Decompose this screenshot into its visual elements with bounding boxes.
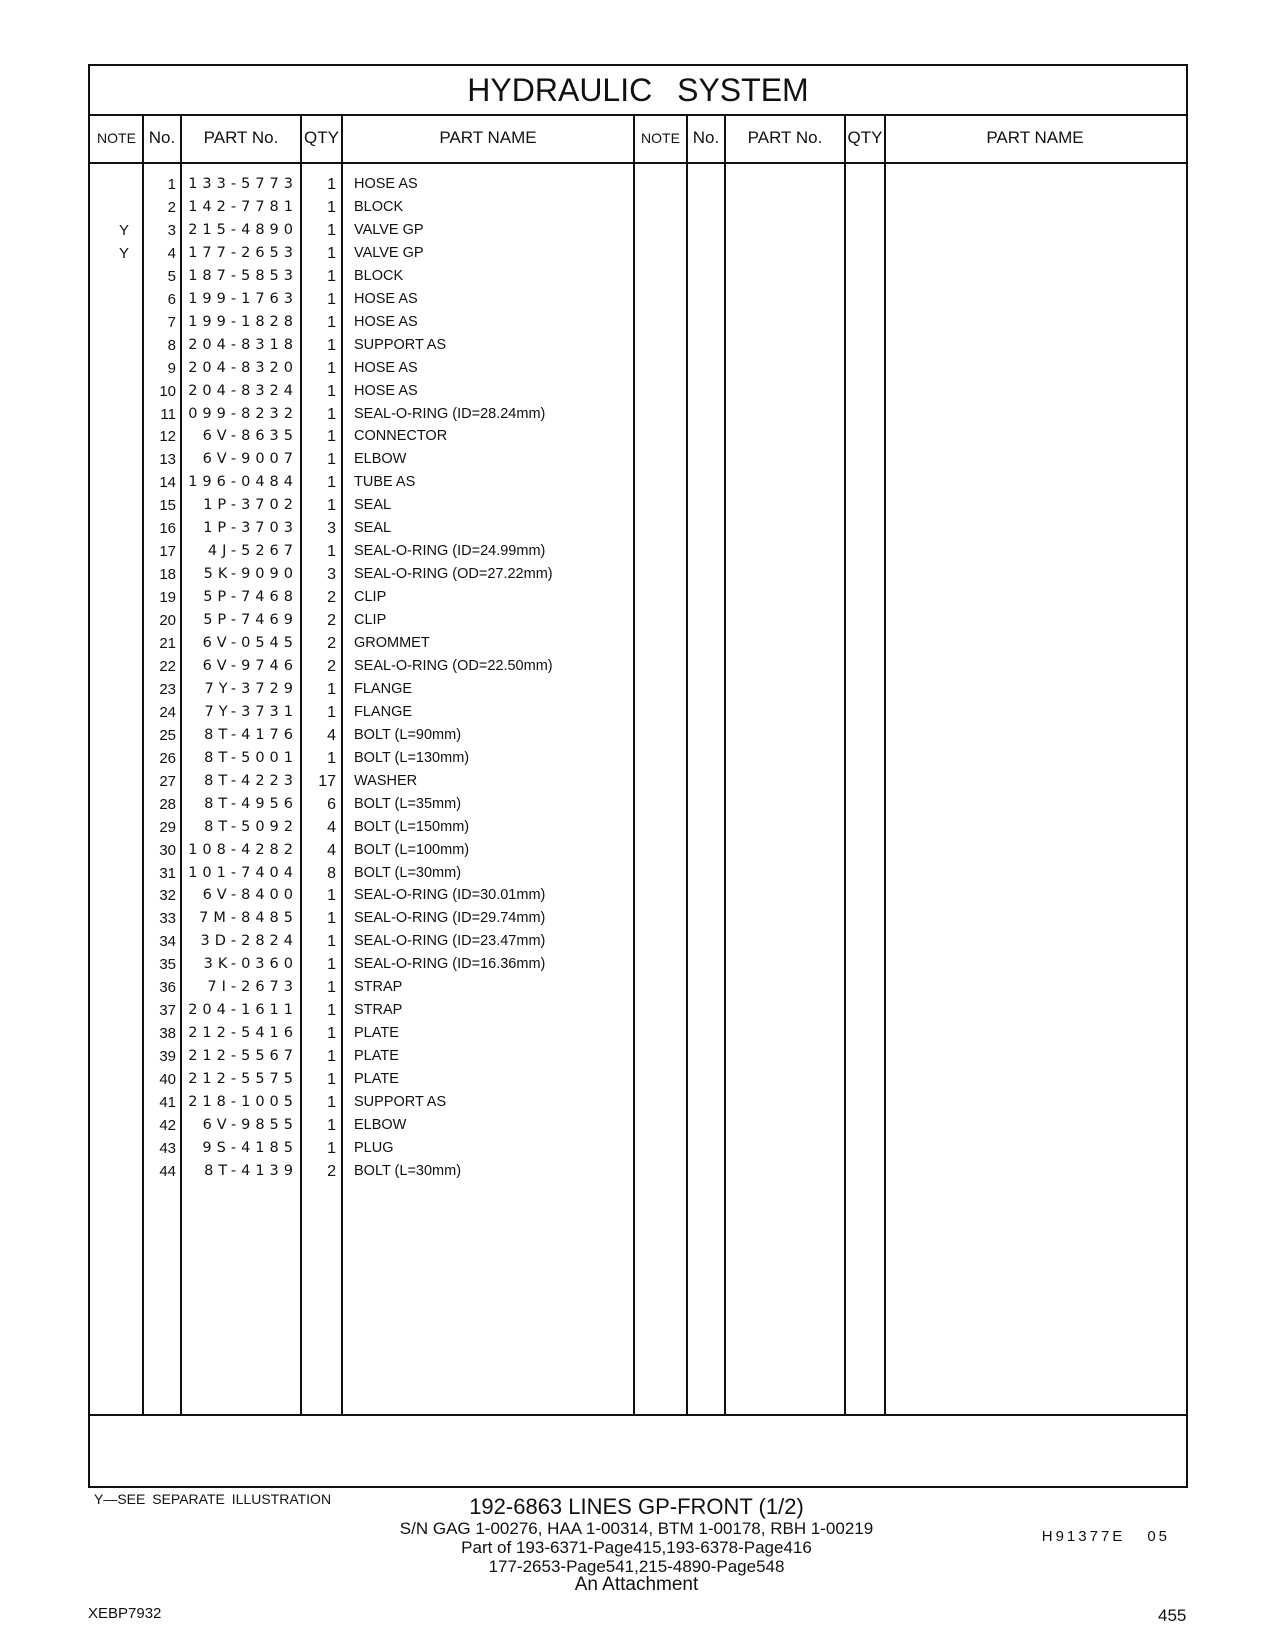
row-number: 9 <box>167 359 176 377</box>
row-quantity: 1 <box>327 749 336 767</box>
row-quantity: 1 <box>327 221 336 239</box>
row-part-name: BLOCK <box>354 267 404 284</box>
row-quantity: 1 <box>327 290 336 308</box>
header-no: No. <box>148 128 176 147</box>
row-part-name: SEAL-O-RING (ID=23.47mm) <box>354 933 546 950</box>
row-number: 13 <box>159 451 176 469</box>
header-part-no: PART No. <box>203 128 279 147</box>
table-row <box>90 268 650 291</box>
row-number: 35 <box>159 956 176 974</box>
table-row <box>90 1025 650 1048</box>
table-row <box>90 566 650 589</box>
row-part-number: 196-0484 <box>188 474 298 491</box>
row-number: 3 <box>167 221 176 239</box>
caption-line-1: 192-6863 LINES GP-FRONT (1/2) <box>469 1494 804 1519</box>
table-row <box>90 842 650 865</box>
row-quantity: 17 <box>318 772 336 790</box>
code-suffix: 05 <box>1147 1528 1170 1545</box>
column-divider <box>884 114 886 1414</box>
row-part-number: 8T-4139 <box>204 1162 298 1179</box>
page-title: HYDRAULIC SYSTEM <box>90 66 1186 116</box>
row-part-name: VALVE GP <box>354 244 424 261</box>
table-row <box>90 1163 650 1186</box>
row-part-name: BLOCK <box>354 198 404 215</box>
row-number: 22 <box>159 657 176 675</box>
header-part-no-right: PART No. <box>747 128 823 147</box>
row-part-number: 6V-8400 <box>202 887 298 904</box>
row-number: 24 <box>159 703 176 721</box>
row-quantity: 1 <box>327 1025 336 1043</box>
code-text: H91377E <box>1041 1528 1126 1545</box>
row-part-number: 5P-7469 <box>203 612 298 629</box>
caption-line-2: S/N GAG 1-00276, HAA 1-00314, BTM 1-00178, RBH 1-00219 <box>399 1519 874 1538</box>
row-quantity: 1 <box>327 405 336 423</box>
row-part-number: 5P-7468 <box>203 589 298 606</box>
table-row <box>90 1048 650 1071</box>
row-part-name: FLANGE <box>354 703 413 720</box>
row-part-number: 099-8232 <box>188 405 298 422</box>
row-quantity: 1 <box>327 336 336 354</box>
row-part-name: PLATE <box>354 1048 399 1065</box>
row-quantity: 1 <box>327 979 336 997</box>
row-part-number: 204-1611 <box>188 1002 298 1019</box>
table-row <box>90 1117 650 1140</box>
row-quantity: 1 <box>327 1071 336 1089</box>
row-quantity: 1 <box>327 1116 336 1134</box>
row-part-number: 6V-9746 <box>202 657 298 674</box>
table-row <box>90 314 650 337</box>
row-part-name: PLUG <box>354 1139 394 1156</box>
row-quantity: 1 <box>327 359 336 377</box>
row-quantity: 2 <box>327 635 336 652</box>
row-part-number: 1P-3703 <box>203 520 298 537</box>
row-part-number: 199-1763 <box>188 290 298 307</box>
table-row <box>90 796 650 819</box>
row-quantity: 1 <box>327 267 336 285</box>
row-part-name: BOLT (L=30mm) <box>354 1162 462 1179</box>
row-part-name: SEAL-O-RING (OD=27.22mm) <box>354 566 553 583</box>
row-number: 1 <box>167 176 176 193</box>
row-part-number: 8T-5092 <box>204 818 298 835</box>
row-number: 42 <box>159 1116 176 1134</box>
row-part-name: PLATE <box>354 1071 399 1088</box>
row-number: 32 <box>159 887 176 905</box>
row-part-name: SEAL <box>354 520 392 537</box>
row-part-name: BOLT (L=35mm) <box>354 795 462 812</box>
row-quantity: 2 <box>327 589 336 607</box>
page-number: 455 <box>1158 1606 1187 1625</box>
table-bottom-rule <box>90 1414 1186 1416</box>
table-row <box>90 474 650 497</box>
row-quantity: 1 <box>327 176 336 193</box>
row-part-number: 6V-8635 <box>202 428 298 445</box>
row-number: 16 <box>159 520 176 538</box>
row-quantity: 2 <box>327 1162 336 1180</box>
row-number: 21 <box>159 635 176 652</box>
row-part-number: 7M-8485 <box>199 910 298 927</box>
row-part-name: BOLT (L=90mm) <box>354 726 462 743</box>
header-note-right: NOTE <box>641 130 680 146</box>
row-part-name: BOLT (L=100mm) <box>354 841 470 858</box>
table-row <box>90 887 650 910</box>
row-quantity: 1 <box>327 451 336 469</box>
row-number: 38 <box>159 1025 176 1043</box>
table-row <box>90 865 650 888</box>
table-row <box>90 222 650 245</box>
row-number: 30 <box>159 841 176 859</box>
row-part-number: 6V-0545 <box>202 635 298 651</box>
row-part-number: 6V-9855 <box>202 1116 298 1133</box>
row-part-number: 9S-4185 <box>202 1139 298 1156</box>
row-part-name: HOSE AS <box>354 313 418 330</box>
row-part-name: PLATE <box>354 1025 399 1042</box>
row-part-number: 204-8318 <box>188 336 298 353</box>
row-number: 12 <box>159 428 176 446</box>
row-number: 41 <box>159 1094 176 1111</box>
row-number: 20 <box>159 612 176 630</box>
row-number: 39 <box>159 1048 176 1066</box>
table-row <box>90 704 650 727</box>
row-number: 17 <box>159 543 176 561</box>
row-number: 7 <box>167 313 176 331</box>
caption-line-4: 177-2653-Page541,215-4890-Page548 <box>488 1557 785 1576</box>
table-row <box>90 1094 650 1117</box>
row-number: 44 <box>159 1162 176 1180</box>
column-divider <box>844 114 846 1414</box>
row-part-number: 1P-3702 <box>203 497 298 514</box>
header-no-right: No. <box>692 128 720 147</box>
row-quantity: 1 <box>327 382 336 400</box>
row-part-name: WASHER <box>354 772 418 789</box>
table-row <box>90 245 650 268</box>
row-part-number: 204-8324 <box>188 382 298 399</box>
document-number: XEBP7932 <box>88 1605 162 1622</box>
row-part-number: 108-4282 <box>188 841 298 858</box>
row-quantity: 8 <box>327 864 336 882</box>
row-quantity: 1 <box>327 1139 336 1157</box>
caption-line-5: An Attachment <box>574 1574 699 1595</box>
row-number: 29 <box>159 818 176 836</box>
row-part-number: 7Y-3731 <box>204 703 298 720</box>
row-part-name: SEAL-O-RING (OD=22.50mm) <box>354 657 553 674</box>
row-number: 19 <box>159 589 176 607</box>
row-number: 27 <box>159 772 176 790</box>
row-part-name: CLIP <box>354 612 387 629</box>
row-quantity: 1 <box>327 887 336 905</box>
table-row <box>90 451 650 474</box>
row-part-number: 133-5773 <box>188 176 298 192</box>
row-quantity: 1 <box>327 474 336 492</box>
table-header <box>90 114 1186 164</box>
table-row <box>90 956 650 979</box>
row-part-number: 212-5575 <box>188 1071 298 1088</box>
row-number: 5 <box>167 267 176 285</box>
table-row <box>90 727 650 750</box>
table-row <box>90 176 650 199</box>
row-part-number: 8T-5001 <box>204 749 298 766</box>
row-part-number: 4J-5267 <box>207 543 298 560</box>
row-part-number: 101-7404 <box>188 864 298 881</box>
table-row <box>90 979 650 1002</box>
row-part-name: SEAL-O-RING (ID=28.24mm) <box>354 405 546 422</box>
row-quantity: 1 <box>327 543 336 561</box>
header-qty: QTY <box>304 128 339 147</box>
row-part-number: 7I-2673 <box>207 979 298 996</box>
table-row <box>90 658 650 681</box>
row-quantity: 1 <box>327 933 336 951</box>
row-quantity: 1 <box>327 703 336 721</box>
row-part-name: HOSE AS <box>354 176 418 192</box>
row-quantity: 1 <box>327 910 336 928</box>
row-number: 11 <box>160 405 176 423</box>
row-number: 37 <box>159 1002 176 1020</box>
row-quantity: 4 <box>327 841 336 859</box>
table-row <box>90 1140 650 1163</box>
row-number: 40 <box>159 1071 176 1089</box>
table-row <box>90 199 650 222</box>
row-number: 14 <box>159 474 176 492</box>
table-row <box>90 520 650 543</box>
table-row <box>90 497 650 520</box>
row-part-number: 8T-4176 <box>204 726 298 743</box>
row-part-number: 5K-9090 <box>203 566 298 583</box>
row-part-number: 8T-4223 <box>204 772 298 789</box>
row-part-number: 142-7781 <box>188 198 298 215</box>
row-part-name: STRAP <box>354 979 403 996</box>
row-quantity: 1 <box>327 244 336 262</box>
row-number: 6 <box>167 290 176 308</box>
table-row <box>90 635 650 658</box>
row-part-name: ELBOW <box>354 1116 407 1133</box>
row-quantity: 6 <box>327 795 336 813</box>
row-number: 26 <box>159 749 176 767</box>
table-row <box>90 1002 650 1025</box>
row-part-number: 187-5853 <box>188 267 298 284</box>
row-quantity: 1 <box>327 680 336 698</box>
row-number: 34 <box>159 933 176 951</box>
row-part-number: 218-1005 <box>188 1094 298 1110</box>
table-row <box>90 910 650 933</box>
row-part-number: 8T-4956 <box>204 795 298 812</box>
row-quantity: 3 <box>327 520 336 538</box>
row-part-name: HOSE AS <box>354 290 418 307</box>
row-part-name: SEAL-O-RING (ID=16.36mm) <box>354 956 546 973</box>
row-quantity: 3 <box>327 566 336 584</box>
table-row <box>90 383 650 406</box>
row-part-name: SEAL-O-RING (ID=30.01mm) <box>354 887 546 904</box>
row-number: 8 <box>167 336 176 354</box>
table-row <box>90 819 650 842</box>
row-number: 25 <box>159 726 176 744</box>
row-quantity: 1 <box>327 1002 336 1020</box>
row-part-name: HOSE AS <box>354 359 418 376</box>
header-qty-right: QTY <box>847 128 883 147</box>
header-part-name: PART NAME <box>439 128 537 147</box>
table-row <box>90 543 650 566</box>
table-row <box>90 750 650 773</box>
row-quantity: 4 <box>327 726 336 744</box>
row-note: Y <box>118 221 129 239</box>
row-quantity: 1 <box>327 497 336 515</box>
row-part-name: STRAP <box>354 1002 403 1019</box>
row-part-name: SEAL-O-RING (ID=24.99mm) <box>354 543 546 560</box>
row-quantity: 1 <box>327 1094 336 1111</box>
row-number: 23 <box>159 680 176 698</box>
table-row <box>90 681 650 704</box>
row-quantity: 2 <box>327 657 336 675</box>
column-divider <box>686 114 688 1414</box>
row-number: 43 <box>159 1139 176 1157</box>
row-part-name: BOLT (L=150mm) <box>354 818 470 835</box>
row-number: 33 <box>159 910 176 928</box>
row-part-number: 3K-0360 <box>203 956 298 973</box>
header-part-name-right: PART NAME <box>986 128 1084 147</box>
row-number: 15 <box>159 497 176 515</box>
row-part-name: CONNECTOR <box>354 428 448 445</box>
row-quantity: 1 <box>327 956 336 974</box>
column-divider <box>724 114 726 1414</box>
header-note: NOTE <box>97 130 136 146</box>
row-part-number: 215-4890 <box>188 221 298 238</box>
row-part-name: SEAL <box>354 497 392 514</box>
row-part-name: TUBE AS <box>354 474 416 491</box>
table-row <box>90 612 650 635</box>
table-row <box>90 337 650 360</box>
row-number: 31 <box>159 864 176 882</box>
row-part-name: SUPPORT AS <box>354 336 447 353</box>
row-part-number: 177-2653 <box>188 244 298 261</box>
row-quantity: 1 <box>327 1048 336 1066</box>
row-part-number: 6V-9007 <box>202 451 298 468</box>
table-row <box>90 360 650 383</box>
row-part-number: 212-5567 <box>188 1048 298 1065</box>
table-row <box>90 406 650 429</box>
row-part-number: 204-8320 <box>188 359 298 376</box>
row-part-name: FLANGE <box>354 680 413 697</box>
row-part-name: SEAL-O-RING (ID=29.74mm) <box>354 910 546 927</box>
row-part-name: SUPPORT AS <box>354 1094 447 1110</box>
row-part-number: 199-1828 <box>188 313 298 330</box>
row-number: 28 <box>159 795 176 813</box>
legend-note: Y—SEE SEPARATE ILLUSTRATION <box>94 1491 332 1507</box>
row-number: 18 <box>159 566 176 584</box>
row-part-name: BOLT (L=30mm) <box>354 864 462 881</box>
row-part-number: 3D-2824 <box>200 933 298 950</box>
caption-line-3: Part of 193-6371-Page415,193-6378-Page416 <box>461 1538 812 1557</box>
table-row <box>90 428 650 451</box>
row-number: 2 <box>167 198 176 216</box>
row-quantity: 2 <box>327 612 336 630</box>
row-part-name: BOLT (L=130mm) <box>354 749 470 766</box>
table-row <box>90 1071 650 1094</box>
row-part-number: 7Y-3729 <box>204 680 298 697</box>
table-row <box>90 291 650 314</box>
row-part-number: 212-5416 <box>188 1025 298 1042</box>
row-quantity: 4 <box>327 818 336 836</box>
row-quantity: 1 <box>327 313 336 331</box>
row-part-name: HOSE AS <box>354 382 418 399</box>
row-number: 36 <box>159 979 176 997</box>
table-row <box>90 589 650 612</box>
row-quantity: 1 <box>327 428 336 446</box>
row-note: Y <box>118 244 129 262</box>
table-row <box>90 773 650 796</box>
row-part-name: GROMMET <box>354 635 430 651</box>
row-part-name: CLIP <box>354 589 387 606</box>
row-part-name: VALVE GP <box>354 221 424 238</box>
table-row <box>90 933 650 956</box>
row-part-name: ELBOW <box>354 451 407 468</box>
row-quantity: 1 <box>327 198 336 216</box>
row-number: 4 <box>167 244 176 262</box>
row-number: 10 <box>159 382 176 400</box>
